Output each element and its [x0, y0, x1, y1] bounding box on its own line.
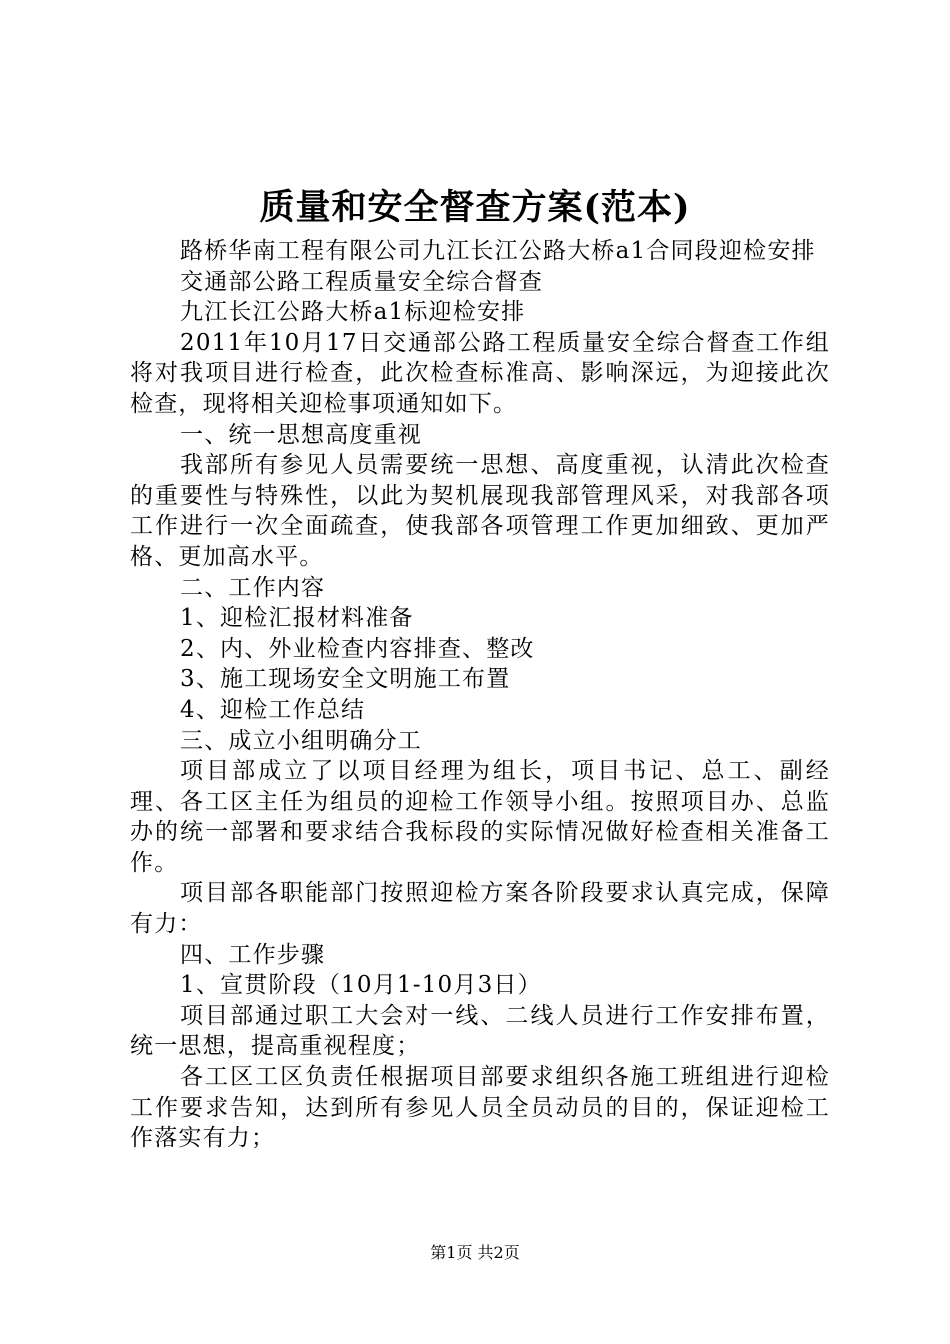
paragraph: 各工区工区负责任根据项目部要求组织各施工班组进行迎检工作要求告知，达到所有参见人员全员动员的目的，保证迎检工作落实有力； [130, 1064, 830, 1152]
paragraph: 路桥华南工程有限公司九江长江公路大桥a1合同段迎检安排 [180, 238, 816, 264]
list-item: 4、迎检工作总结 [180, 696, 366, 723]
document-body [130, 236, 830, 1154]
section-heading: 四、工作步骤 [180, 941, 326, 968]
section-heading: 一、统一思想高度重视 [180, 421, 422, 448]
paragraph: 交通部公路工程质量安全综合督查 [180, 268, 543, 295]
paragraph: 九江长江公路大桥a1标迎检安排 [180, 299, 526, 326]
paragraph: 项目部成立了以项目经理为组长，项目书记、总工、副经理、各工区主任为组员的迎检工作领导小组。按照项目办、总监办的统一部署和要求结合我标段的实际情况做好检查相关准备工作。 [130, 758, 830, 876]
section-heading: 二、工作内容 [180, 574, 326, 601]
list-item: 1、迎检汇报材料准备 [180, 605, 414, 632]
paragraph: 2011年10月17日交通部公路工程质量安全综合督查工作组将对我项目进行检查，此次检查标准高、影响深远，为迎接此次检查，现将相关迎检事项通知如下。 [130, 329, 830, 417]
page-footer: 第1页 共2页 [430, 1243, 520, 1262]
list-item: 1、宣贯阶段（10月1-10月3日） [180, 972, 542, 999]
list-item: 2、内、外业检查内容排查、整改 [180, 635, 535, 662]
paragraph: 我部所有参见人员需要统一思想、高度重视，认清此次检查的重要性与特殊性，以此为契机展现我部管理风采，对我部各项工作进行一次全面疏查，使我部各项管理工作更加细致、更加严格、更加高水平。 [130, 452, 830, 570]
list-item: 3、施工现场安全文明施工布置 [180, 666, 511, 693]
section-heading: 三、成立小组明确分工 [180, 727, 422, 754]
paragraph: 项目部各职能部门按照迎检方案各阶段要求认真完成，保障有力： [130, 880, 830, 938]
paragraph: 项目部通过职工大会对一线、二线人员进行工作安排布置，统一思想，提高重视程度； [130, 1002, 830, 1060]
document-title: 质量和安全督查方案(范本) [259, 187, 691, 228]
